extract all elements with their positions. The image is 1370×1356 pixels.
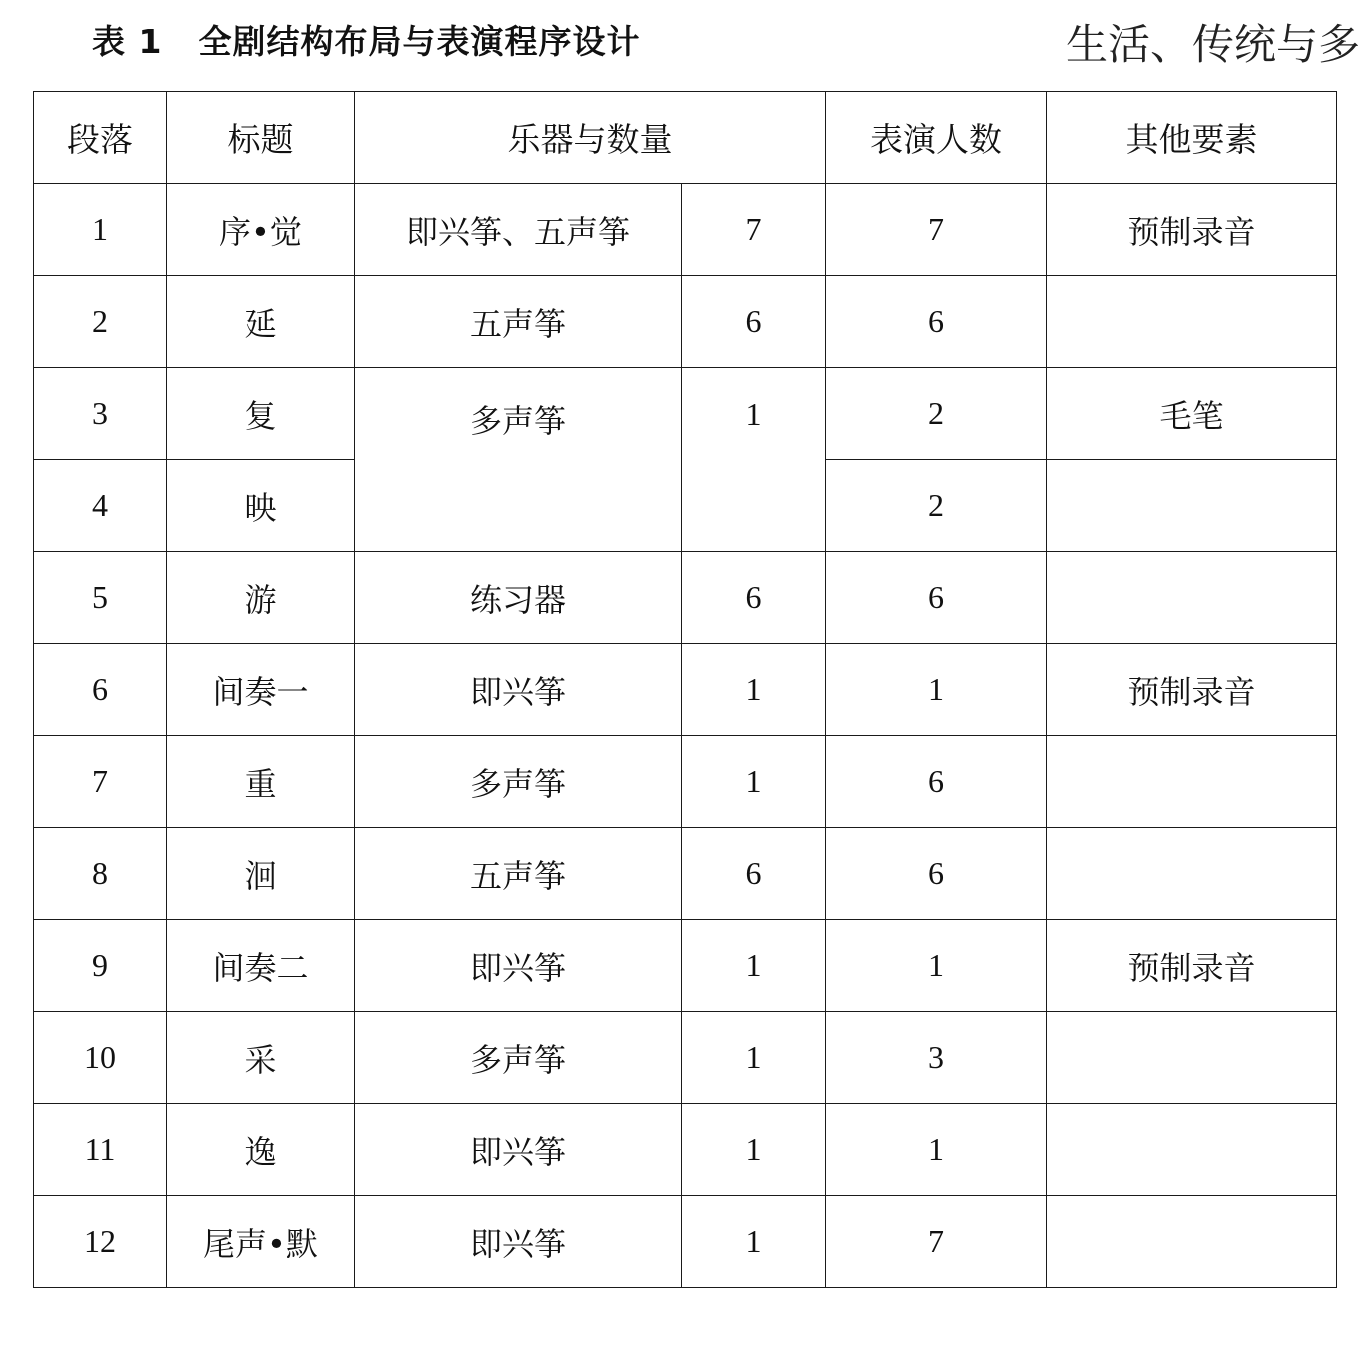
- table-row: [34, 1196, 1337, 1288]
- cell-other: [1047, 1196, 1337, 1288]
- cell-other: [1047, 828, 1337, 920]
- cell-performers: 6: [826, 828, 1047, 920]
- cell-count-merged: 1: [682, 368, 826, 552]
- cell-other: [1047, 552, 1337, 644]
- cell-other: 预制录音: [1047, 184, 1337, 276]
- table-caption-number: 表 1: [92, 22, 163, 61]
- cell-instrument: 即兴筝: [355, 1196, 682, 1288]
- cell-section: 12: [34, 1196, 167, 1288]
- table-caption: [92, 16, 640, 63]
- header-performers: 表演人数: [826, 92, 1047, 184]
- header-title: 标题: [167, 92, 355, 184]
- table-row: [34, 1104, 1337, 1196]
- header-other: 其他要素: [1047, 92, 1337, 184]
- cell-count: 1: [682, 736, 826, 828]
- cell-count: 1: [682, 1104, 826, 1196]
- cell-title: 洄: [167, 828, 355, 920]
- running-head: 生活、传统与多: [1066, 20, 1361, 69]
- cell-count: 1: [682, 920, 826, 1012]
- cell-performers: 1: [826, 920, 1047, 1012]
- cell-instrument: 即兴筝: [355, 644, 682, 736]
- cell-performers: 2: [826, 368, 1047, 460]
- table-header-row: [34, 92, 1337, 184]
- cell-performers: 7: [826, 1196, 1047, 1288]
- cell-performers: 6: [826, 276, 1047, 368]
- cell-section: 9: [34, 920, 167, 1012]
- header-section: 段落: [34, 92, 167, 184]
- table-row: [34, 276, 1337, 368]
- cell-instrument: 五声筝: [355, 828, 682, 920]
- cell-title: 间奏一: [167, 644, 355, 736]
- table-row: [34, 828, 1337, 920]
- cell-other: 毛笔: [1047, 368, 1337, 460]
- cell-performers: 1: [826, 644, 1047, 736]
- structure-table: [33, 91, 1337, 1288]
- cell-instrument: 多声筝: [355, 1012, 682, 1104]
- table-row: [34, 552, 1337, 644]
- cell-section: 11: [34, 1104, 167, 1196]
- cell-count: 6: [682, 552, 826, 644]
- cell-instrument: 练习器: [355, 552, 682, 644]
- cell-title: 延: [167, 276, 355, 368]
- cell-other: [1047, 736, 1337, 828]
- cell-count: 1: [682, 1196, 826, 1288]
- cell-count: 7: [682, 184, 826, 276]
- cell-title: 尾声•默: [167, 1196, 355, 1288]
- table-row: [34, 368, 1337, 460]
- cell-title: 采: [167, 1012, 355, 1104]
- cell-count: 1: [682, 644, 826, 736]
- cell-other: [1047, 460, 1337, 552]
- cell-section: 6: [34, 644, 167, 736]
- table-caption-title: 全剧结构布局与表演程序设计: [198, 22, 641, 61]
- cell-title: 游: [167, 552, 355, 644]
- cell-section: 2: [34, 276, 167, 368]
- cell-other: [1047, 1104, 1337, 1196]
- cell-instrument-merged: 多声筝: [355, 368, 682, 552]
- cell-instrument: 五声筝: [355, 276, 682, 368]
- cell-section: 3: [34, 368, 167, 460]
- cell-performers: 7: [826, 184, 1047, 276]
- cell-performers: 1: [826, 1104, 1047, 1196]
- cell-section: 5: [34, 552, 167, 644]
- table-row: [34, 1012, 1337, 1104]
- cell-other: [1047, 1012, 1337, 1104]
- cell-section: 4: [34, 460, 167, 552]
- cell-section: 10: [34, 1012, 167, 1104]
- table-row: [34, 736, 1337, 828]
- cell-count: 6: [682, 828, 826, 920]
- table-row: [34, 644, 1337, 736]
- table-row: [34, 184, 1337, 276]
- cell-instrument: 多声筝: [355, 736, 682, 828]
- cell-other: [1047, 276, 1337, 368]
- cell-other: 预制录音: [1047, 920, 1337, 1012]
- cell-instrument: 即兴筝: [355, 1104, 682, 1196]
- cell-title: 间奏二: [167, 920, 355, 1012]
- cell-section: 8: [34, 828, 167, 920]
- cell-title: 逸: [167, 1104, 355, 1196]
- cell-count: 6: [682, 276, 826, 368]
- cell-other: 预制录音: [1047, 644, 1337, 736]
- cell-title: 复: [167, 368, 355, 460]
- cell-performers: 6: [826, 736, 1047, 828]
- cell-title: 序•觉: [167, 184, 355, 276]
- cell-instrument: 即兴筝、五声筝: [355, 184, 682, 276]
- cell-performers: 2: [826, 460, 1047, 552]
- cell-title: 映: [167, 460, 355, 552]
- cell-instrument: 即兴筝: [355, 920, 682, 1012]
- header-instrument: 乐器与数量: [355, 92, 826, 184]
- cell-section: 7: [34, 736, 167, 828]
- cell-performers: 3: [826, 1012, 1047, 1104]
- cell-section: 1: [34, 184, 167, 276]
- table-row: [34, 920, 1337, 1012]
- cell-count: 1: [682, 1012, 826, 1104]
- cell-performers: 6: [826, 552, 1047, 644]
- cell-title: 重: [167, 736, 355, 828]
